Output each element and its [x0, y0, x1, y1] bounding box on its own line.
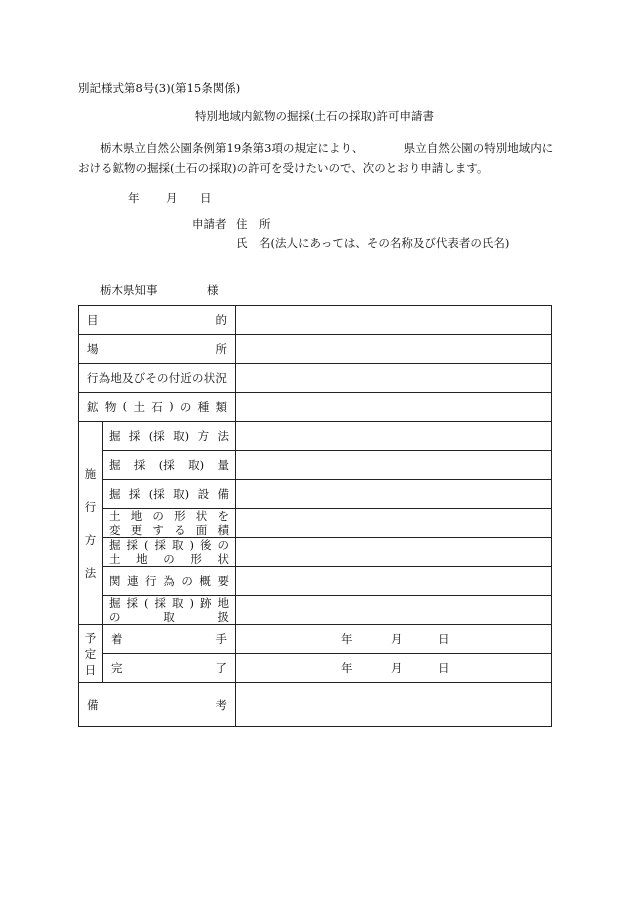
place-label: 場 所: [87, 342, 227, 356]
date-month: 月: [166, 191, 178, 205]
mineral-type-value-cell[interactable]: [236, 393, 552, 422]
body-line-2: おける鉱物の掘採(土石の採取)の許可を受けたいので、次のとおり申請します。: [78, 161, 489, 175]
method-row-label: [103, 480, 236, 509]
finish-label: 完 了: [111, 661, 227, 675]
method-row-label: [103, 567, 236, 596]
address-label: 住 所: [236, 217, 271, 231]
finish-label-cell: [103, 654, 236, 683]
method-row-label: [103, 538, 236, 567]
purpose-label: 目 的: [87, 313, 227, 327]
method-row-text: 関 連 行 為 の 概 要: [109, 574, 229, 588]
name-label: 氏 名(法人にあっては、その名称及び代表者の氏名): [236, 236, 510, 250]
site-status-value-cell[interactable]: [236, 364, 552, 393]
method-row-text: 掘 採 (採 取) 設 備: [109, 487, 229, 501]
addressee-honorific: 様: [207, 283, 219, 297]
form-number: 別記様式第8号(3)(第15条関係): [78, 81, 241, 95]
method-row-text: 掘 採 (採 取) 方 法: [109, 429, 229, 443]
finish-day: 日: [438, 661, 450, 675]
start-year: 年: [341, 632, 353, 646]
method-row-value[interactable]: [236, 538, 552, 567]
method-row-label: [103, 451, 236, 480]
addressee-name: 栃木県知事: [100, 283, 158, 297]
method-row-text: 掘 採 ( 採 取 ) 跡 地 の 取 扱: [109, 596, 229, 624]
remarks-label-cell: [79, 683, 236, 727]
remarks-value-cell[interactable]: [236, 683, 552, 727]
method-row-value[interactable]: [236, 596, 552, 625]
method-row-text: 土 地 の 形 状 を 変 更 す る 面 積: [109, 509, 229, 537]
method-row-value[interactable]: [236, 480, 552, 509]
method-row-value[interactable]: [236, 509, 552, 538]
body-line-1: 栃木県立自然公園条例第19条第3項の規定により、 県立自然公園の特別地域内に: [100, 141, 554, 155]
applicant-label: 申請者: [192, 217, 227, 231]
method-row-label: [103, 422, 236, 451]
finish-date-cell[interactable]: [236, 654, 552, 683]
document-title: 特別地域内鉱物の掘採(土石の採取)許可申請書: [195, 109, 434, 123]
mineral-type-label-cell: [79, 393, 236, 422]
method-row-label: [103, 596, 236, 625]
start-label: 着 手: [111, 632, 227, 646]
start-label-cell: [103, 625, 236, 654]
mineral-type-label: 鉱 物 ( 土 石 ) の 種 類: [87, 399, 227, 414]
start-day: 日: [438, 632, 450, 646]
start-date-cell[interactable]: [236, 625, 552, 654]
method-row-label: [103, 509, 236, 538]
start-month: 月: [391, 632, 403, 646]
purpose-label-cell: [79, 306, 236, 335]
method-group-label: 施 行 方 法: [79, 422, 103, 625]
method-row-value[interactable]: [236, 567, 552, 596]
place-label-cell: [79, 335, 236, 364]
place-value-cell[interactable]: [236, 335, 552, 364]
schedule-group-label: 予 定 日: [79, 625, 103, 683]
method-row-value[interactable]: [236, 422, 552, 451]
remarks-label: 備 考: [87, 697, 227, 712]
method-row-value[interactable]: [236, 451, 552, 480]
finish-month: 月: [391, 661, 403, 675]
site-status-label: 行 為 地 及 び そ の 付 近 の 状 況: [87, 371, 227, 385]
method-row-text: 掘 採 ( 採 取 ) 後 の 土 地 の 形 状: [109, 538, 229, 566]
site-status-label-cell: [79, 364, 236, 393]
date-day: 日: [200, 191, 212, 205]
purpose-value-cell[interactable]: [236, 306, 552, 335]
method-row-text: 掘 採 (採 取) 量: [109, 458, 229, 472]
finish-year: 年: [341, 661, 353, 675]
date-year: 年: [128, 191, 140, 205]
application-table: [78, 305, 552, 727]
